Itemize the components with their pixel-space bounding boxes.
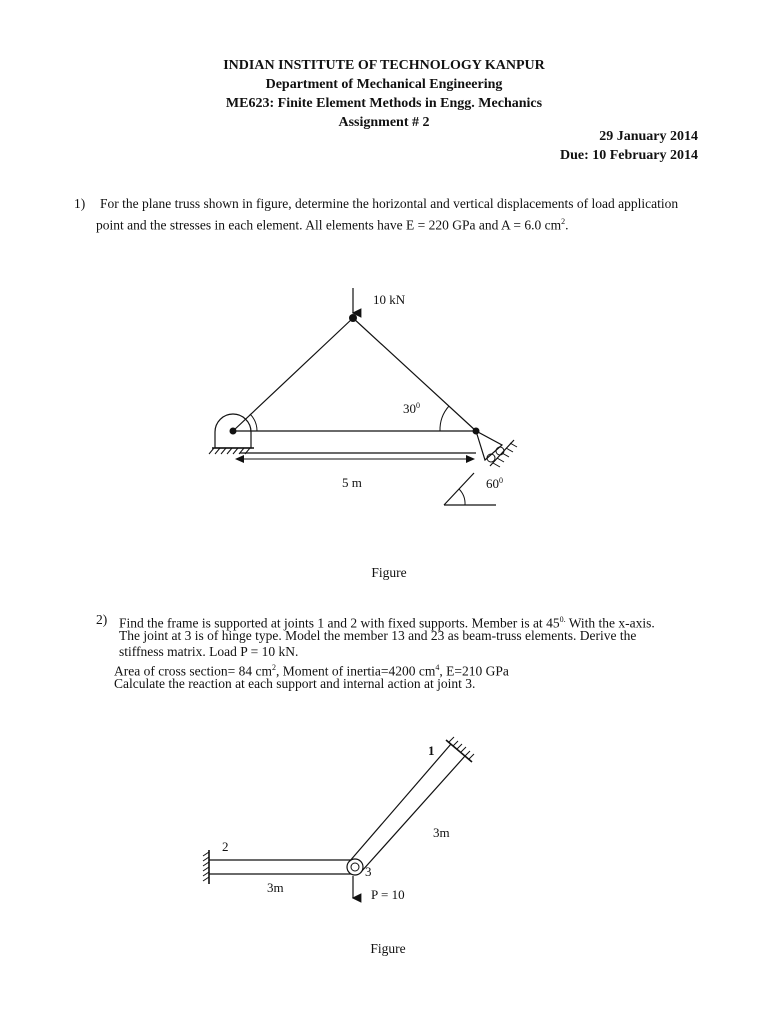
q1-figure-caption: Figure <box>371 565 407 580</box>
node-1-label: 1 <box>428 743 435 758</box>
institute-title: INDIAN INSTITUTE OF TECHNOLOGY KANPUR <box>223 58 545 73</box>
angle-30-sup: 0 <box>416 401 420 410</box>
q2-line4-b: , Moment of inertia=4200 cm <box>275 663 436 679</box>
q2-line4-sup1: 2 <box>271 663 276 672</box>
angle-30-value: 30 <box>403 401 416 416</box>
q2-figure-caption: Figure <box>370 941 406 956</box>
assignment-title: Assignment # 2 <box>338 115 430 130</box>
q1-number: 1) <box>74 196 86 211</box>
q2-line4-c: , E=210 GPa <box>439 663 509 679</box>
course-title: ME623: Finite Element Methods in Engg. Mechanics <box>225 96 543 111</box>
angle-60-sup: 0 <box>499 476 503 485</box>
hinge-joint-3 <box>347 859 363 875</box>
frame-load-label: P = 10 <box>371 887 405 902</box>
fixed-support-1 <box>446 737 474 762</box>
angle-60-value: 60 <box>486 476 499 491</box>
due-date: Due: 10 February 2014 <box>559 148 698 163</box>
issue-date: 29 January 2014 <box>599 129 698 144</box>
q1-text-line2-end: . <box>565 217 569 233</box>
horizontal-length-label: 3m <box>267 880 284 895</box>
member-13-left <box>349 744 451 862</box>
q2-line5: Calculate the reaction at each support and internal action at joint 3. <box>114 676 476 691</box>
inclined-length-label: 3m <box>433 825 450 840</box>
node-2-label: 2 <box>222 839 229 854</box>
span-label: 5 m <box>342 475 362 490</box>
q2-number: 2) <box>96 612 108 627</box>
department-title: Department of Mechanical Engineering <box>265 77 503 92</box>
load-label: 10 kN <box>373 292 406 307</box>
q2-line1-b: With the x-axis. <box>565 615 655 631</box>
node-3-label: 3 <box>365 864 372 879</box>
member-13-right <box>361 756 465 872</box>
q2-line1-a: Find the frame is supported at joints 1 and 2 with fixed supports. Member is at 45 <box>119 615 560 631</box>
q2-line4-sup2: 4 <box>435 663 440 672</box>
q1-text-line2-main: point and the stresses in each element. All elements have E = 220 GPa and A = 6.0 cm <box>96 217 562 233</box>
q2-line4-a: Area of cross section= 84 cm <box>114 663 272 679</box>
q2-line1-sup: 0. <box>559 615 566 624</box>
q1-text-line1: For the plane truss shown in figure, determine the horizontal and vertical displacements of load application <box>100 196 679 211</box>
q1-sup: 2 <box>561 217 566 226</box>
q2-line2: The joint at 3 is of hinge type. Model the member 13 and 23 as beam-truss elements. Derive the <box>119 628 637 643</box>
fixed-support-2 <box>203 850 209 884</box>
q2-line3: stiffness matrix. Load P = 10 kN. <box>119 644 299 659</box>
